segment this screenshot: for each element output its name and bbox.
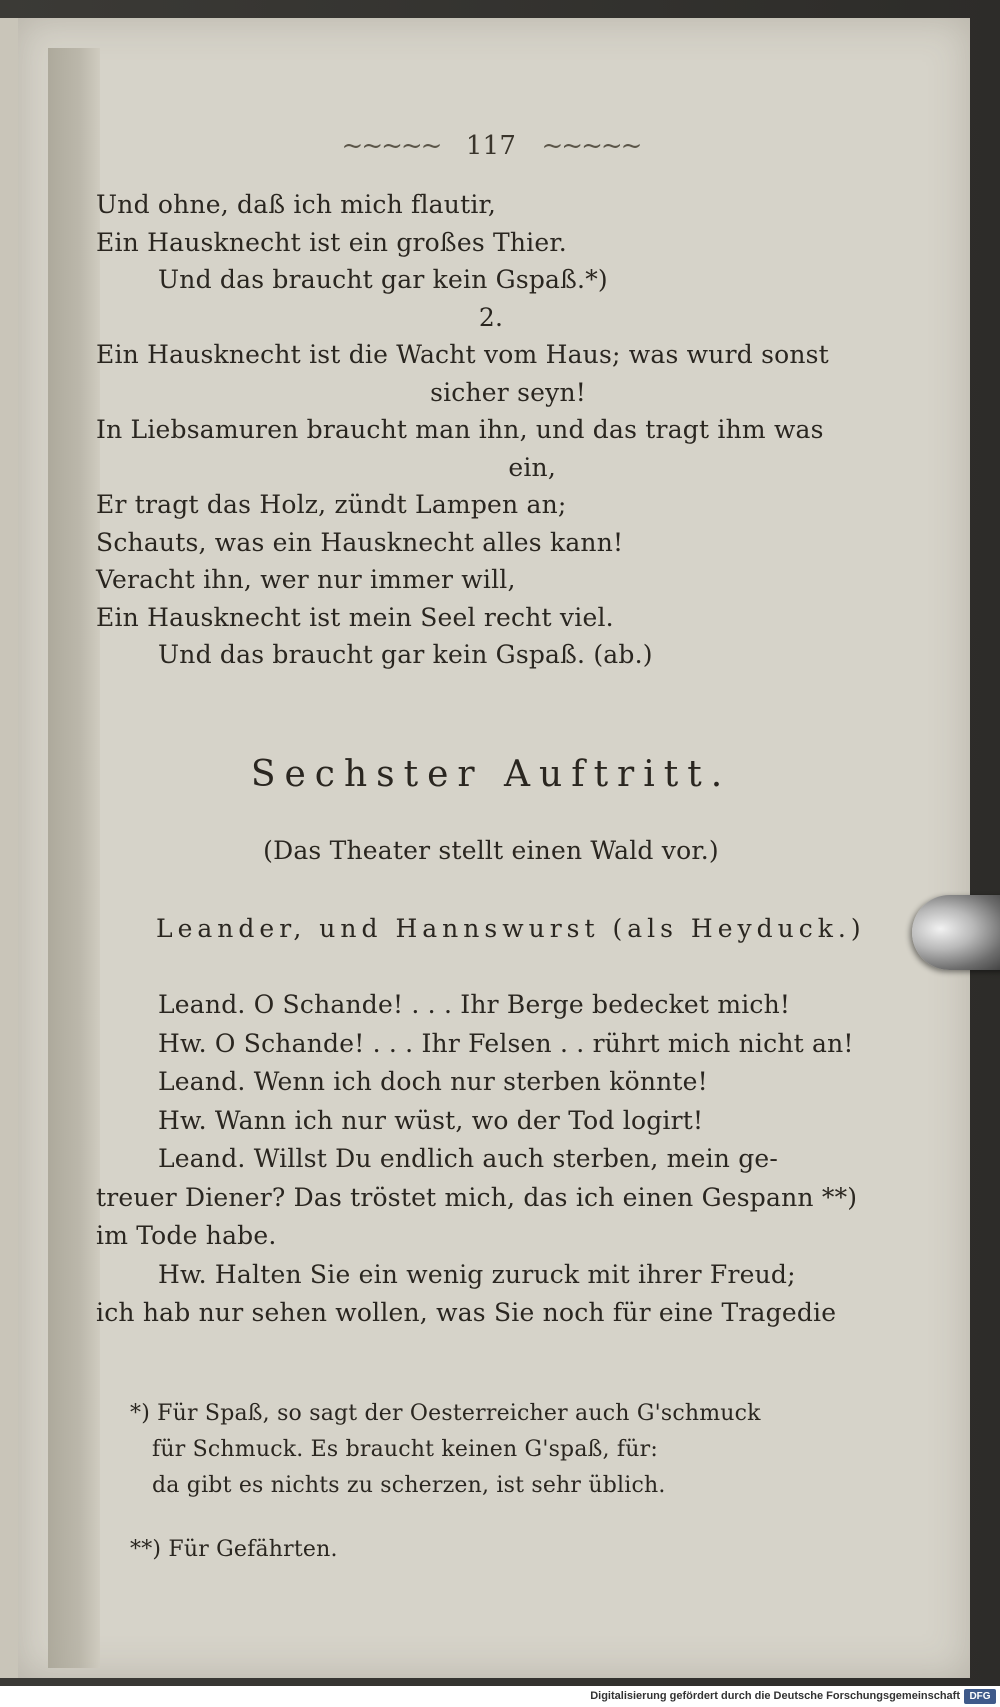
dialogue-line: Leand. Willst Du endlich auch sterben, mein ge-: [158, 1144, 779, 1173]
stage-direction: (Das Theater stellt einen Wald vor.): [263, 836, 719, 865]
verse-line-continuation: ein,: [508, 452, 556, 482]
dialogue-line: ich hab nur sehen wollen, was Sie noch für eine Tragedie: [96, 1298, 837, 1327]
dialogue-line: Hw. Halten Sie ein wenig zuruck mit ihrer Freud;: [158, 1259, 796, 1289]
dialogue: [96, 986, 886, 1333]
funding-credit: Digitalisierung gefördert durch die Deutsche Forschungsgemeinschaft: [590, 1690, 960, 1702]
page-number-dash-right: ~~~~~: [541, 131, 641, 161]
stanza-number: 2.: [478, 302, 504, 332]
page-number-dash-left: ~~~~~: [341, 131, 441, 161]
credit-bar: [0, 1686, 1000, 1707]
page-number-line: [96, 126, 886, 166]
verse-line: Ein Hausknecht ist mein Seel recht viel.: [96, 602, 614, 632]
dfg-logo: DFG: [964, 1689, 996, 1704]
verse-refrain: Und das braucht gar kein Gspaß. (ab.): [158, 640, 653, 669]
dialogue-line: Hw. Wann ich nur wüst, wo der Tod logirt!: [158, 1105, 704, 1135]
footnote-line: *) Für Spaß, so sagt der Oesterreicher auch G'schmuck: [130, 1401, 761, 1426]
verse-line: Ein Hausknecht ist die Wacht vom Haus; was wurd sonst: [96, 340, 829, 369]
footnote-line: für Schmuck. Es braucht keinen G'spaß, für:: [152, 1437, 658, 1462]
verse-line: Veracht ihn, wer nur immer will,: [96, 565, 516, 594]
song-verse: [96, 186, 886, 674]
dialogue-line: treuer Diener? Das tröstet mich, das ich einen Gespann **): [96, 1182, 858, 1212]
dialogue-line: Leand. Wenn ich doch nur sterben könnte!: [158, 1067, 708, 1096]
verse-line: Schauts, was ein Hausknecht alles kann!: [96, 527, 624, 557]
footnote-line: **) Für Gefährten.: [130, 1537, 338, 1562]
verse-line: In Liebsamuren braucht man ihn, und das tragt ihm was: [96, 415, 824, 444]
verse-line: Und ohne, daß ich mich flautir,: [96, 190, 497, 219]
page-number: 117: [465, 131, 517, 161]
persons-list: Leander, und Hannswurst (als Heyduck.): [156, 914, 866, 943]
verse-refrain: Und das braucht gar kein Gspaß.*): [158, 265, 608, 294]
dialogue-line: Hw. O Schande! . . . Ihr Felsen . . rührt mich nicht an!: [158, 1028, 854, 1058]
verse-line: Er tragt das Holz, zündt Lampen an;: [96, 490, 567, 519]
footnote-line: da gibt es nichts zu scherzen, ist sehr üblich.: [152, 1473, 666, 1498]
verse-line-continuation: sicher seyn!: [430, 377, 586, 407]
page-gutter-shadow: [48, 48, 100, 1668]
dialogue-line: Leand. O Schande! . . . Ihr Berge bedecket mich!: [158, 990, 791, 1019]
dialogue-line: im Tode habe.: [96, 1221, 277, 1250]
thumb-holding-page: [912, 895, 1000, 970]
verse-line: Ein Hausknecht ist ein großes Thier.: [96, 227, 567, 257]
book-page: [18, 18, 970, 1678]
footnotes: [130, 1396, 890, 1568]
scene-title: Sechster Auftritt.: [250, 754, 732, 795]
